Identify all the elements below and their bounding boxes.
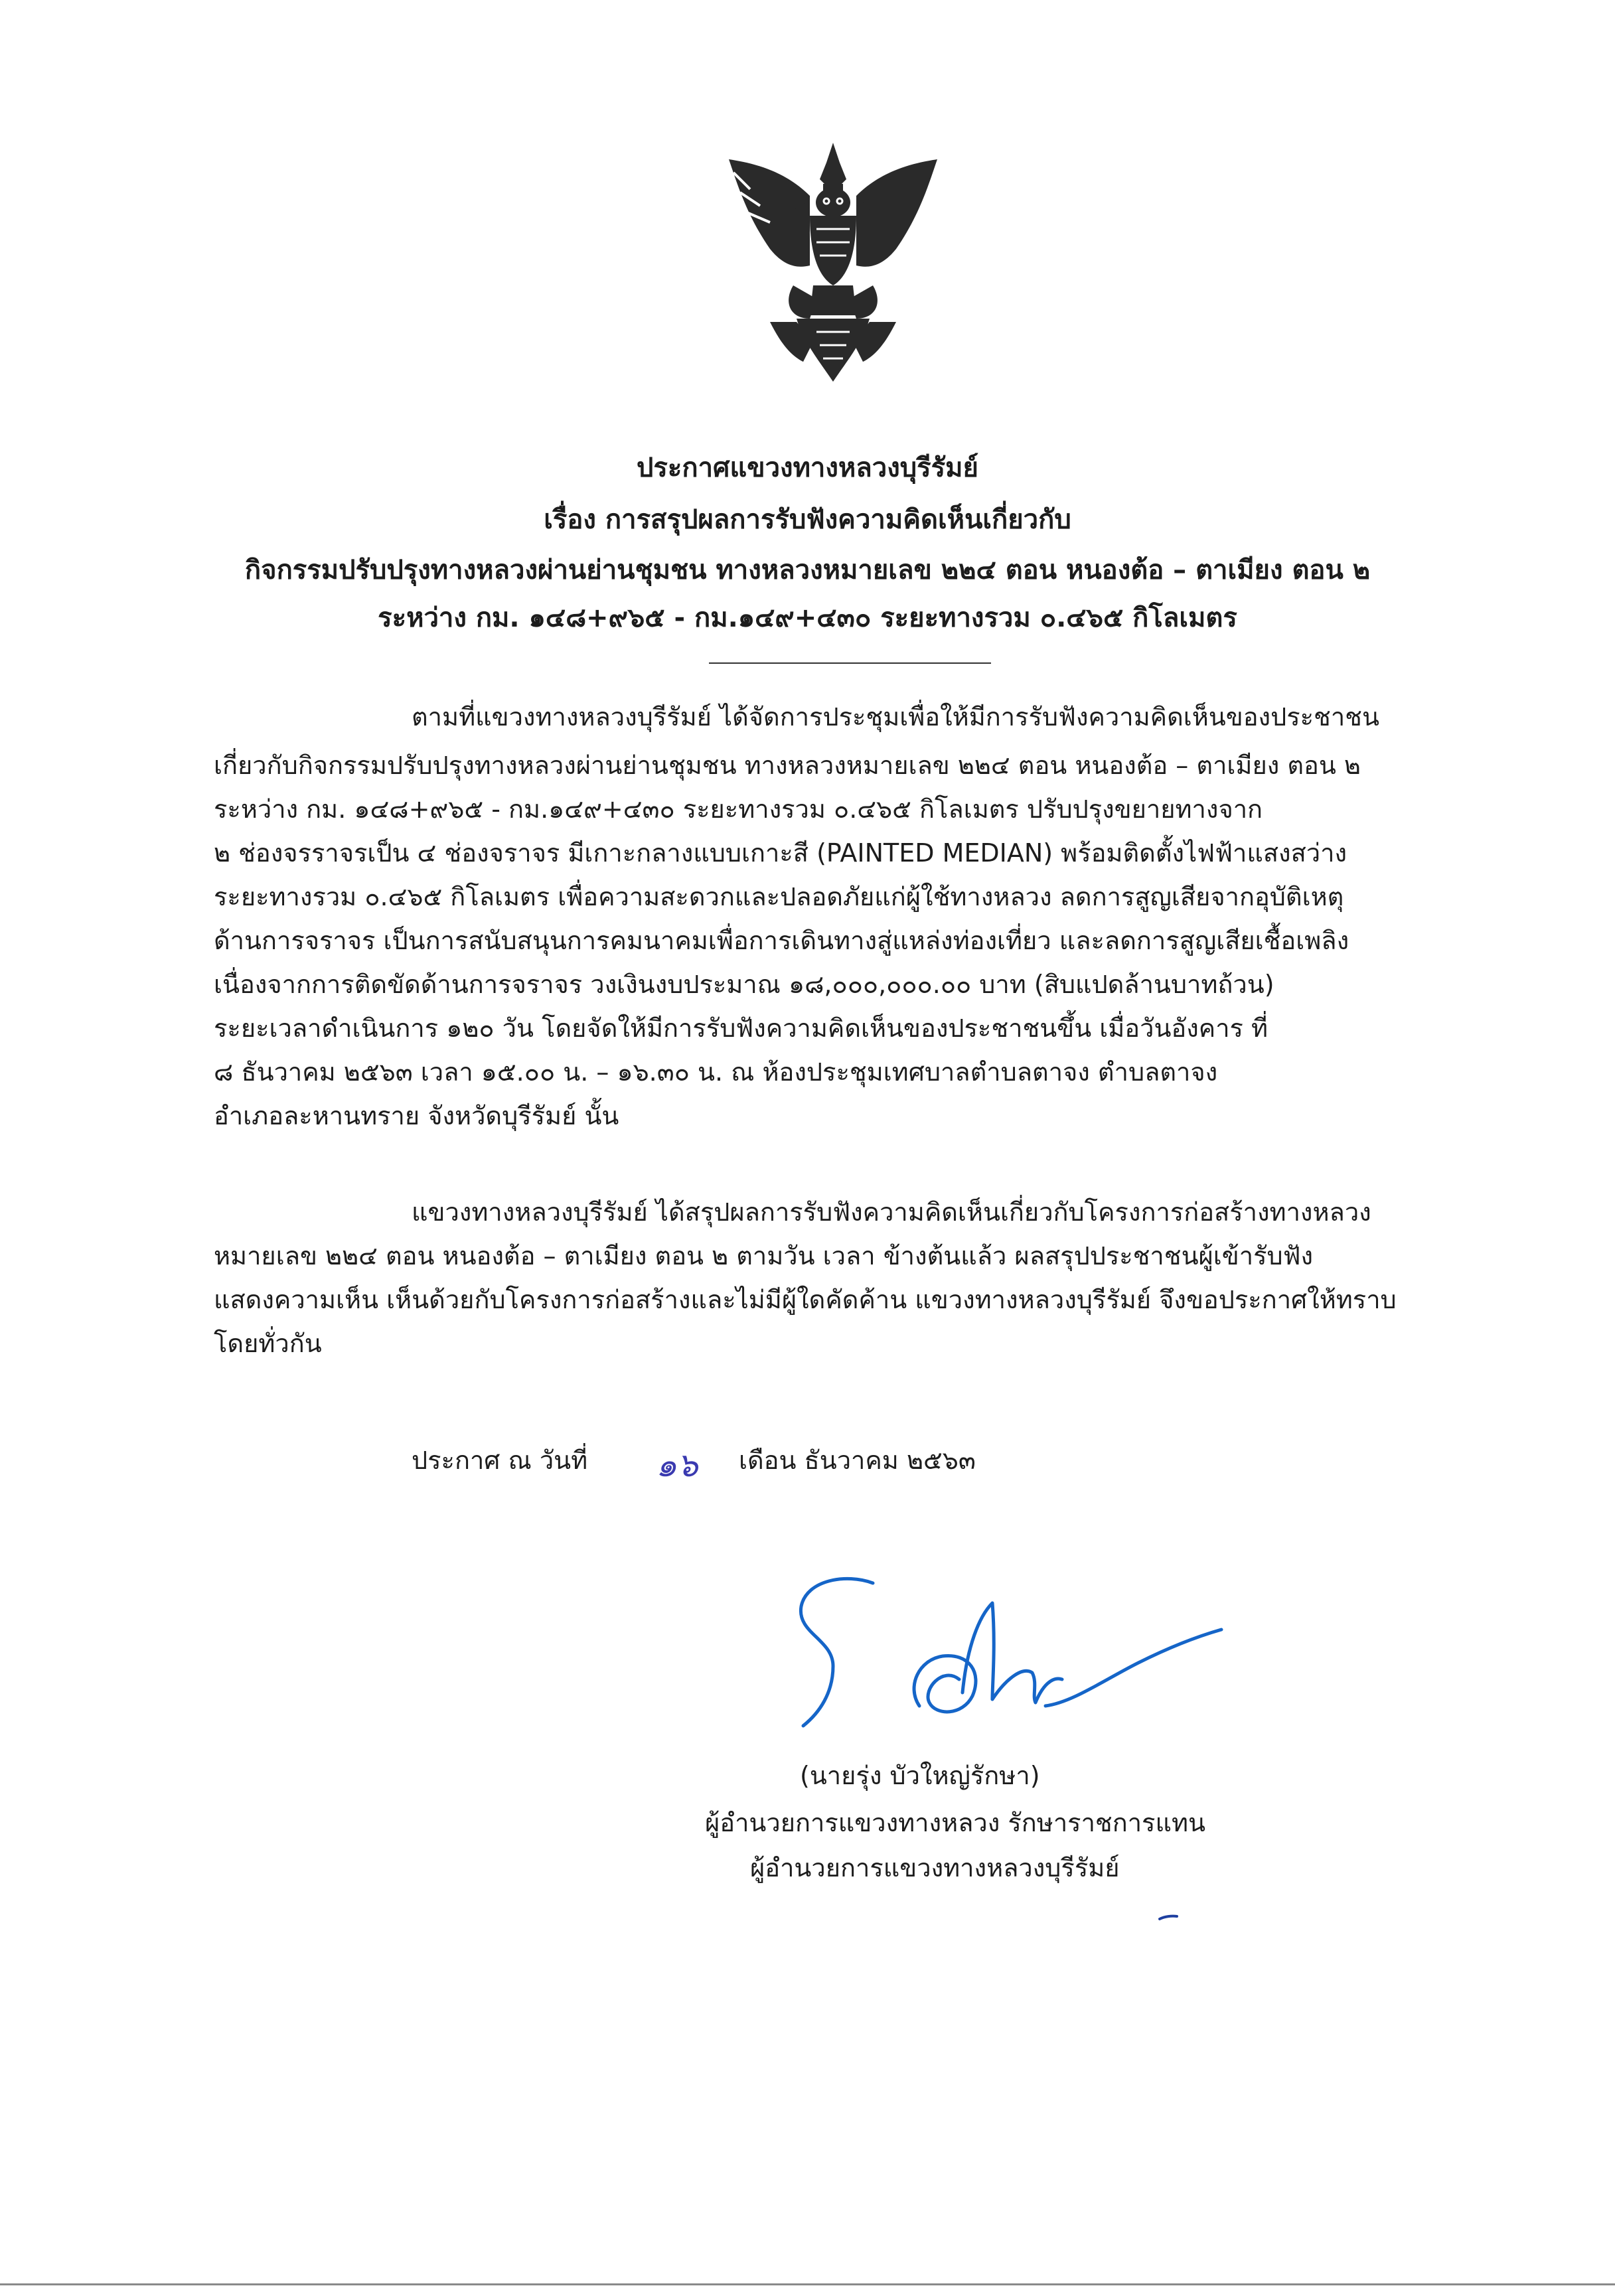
title-underline bbox=[709, 662, 991, 664]
garuda-emblem bbox=[724, 143, 943, 382]
paragraph1-line-5: ระยะทางรวม ๐.๔๖๕ กิโลเมตร เพื่อความสะดวกและปลอดภัยแก่ผู้ใช้ทางหลวง ลดการสูญเสียจากอุบัติเหตุ bbox=[214, 882, 1344, 911]
paragraph2-line-3: แสดงความเห็น เห็นด้วยกับโครงการก่อสร้างและไม่มีผู้ใดคัดค้าน แขวงทางหลวงบุรีรัมย์ จึงขอประกาศให้ทราบ bbox=[214, 1285, 1397, 1314]
scan-edge-line bbox=[0, 2283, 1615, 2285]
paragraph2-line-4: โดยทั่วกัน bbox=[214, 1329, 322, 1358]
paragraph2-line-1: แขวงทางหลวงบุรีรัมย์ ได้สรุปผลการรับฟังความคิดเห็นเกี่ยวกับโครงการก่อสร้างทางหลวง bbox=[412, 1197, 1371, 1227]
announcement-subject: เรื่อง การสรุปผลการรับฟังความคิดเห็นเกี่ยวกับ bbox=[544, 504, 1071, 535]
announcement-title: ประกาศแขวงทางหลวงบุรีรัมย์ bbox=[637, 453, 978, 483]
announce-date-prefix: ประกาศ ณ วันที่ bbox=[412, 1446, 588, 1475]
paragraph1-line-9: ๘ ธันวาคม ๒๕๖๓ เวลา ๑๕.๐๐ น. – ๑๖.๓๐ น. ณ ห้องประชุมเทศบาลตำบลตาจง ตำบลตาจง bbox=[214, 1057, 1218, 1087]
announce-date-suffix: เดือน ธันวาคม ๒๕๖๓ bbox=[739, 1446, 976, 1475]
paragraph1-line-4: ๒ ช่องจรราจรเป็น ๔ ช่องจราจร มีเกาะกลางแบบเกาะสี (PAINTED MEDIAN) พร้อมติดตั้งไฟฟ้าแสงสว่าง bbox=[214, 838, 1347, 868]
pen-mark bbox=[1158, 1914, 1178, 1922]
paragraph2-line-2: หมายเลข ๒๒๔ ตอน หนองต้อ – ตาเมียง ตอน ๒ ตามวัน เวลา ข้างต้นแล้ว ผลสรุปประชาชนผู้เข้ารับฟัง bbox=[214, 1241, 1314, 1270]
paragraph1-line-6: ด้านการจราจร เป็นการสนับสนุนการคมนาคมเพื่อการเดินทางสู่แหล่งท่องเที่ยว และลดการสูญเสียเชื้อเพลิง bbox=[214, 926, 1349, 955]
handwritten-signature bbox=[793, 1567, 1231, 1732]
paragraph1-line-2: เกี่ยวกับกิจกรรมปรับปรุงทางหลวงผ่านย่านชุมชน ทางหลวงหมายเลข ๒๒๔ ตอน หนองต้อ – ตาเมียง ตอน ๒ bbox=[214, 751, 1361, 780]
paragraph1-line-1: ตามที่แขวงทางหลวงบุรีรัมย์ ได้จัดการประชุมเพื่อให้มีการรับฟังความคิดเห็นของประชาชน bbox=[412, 702, 1379, 731]
project-range: ระหว่าง กม. ๑๔๘+๙๖๕ - กม.๑๔๙+๔๓๐ ระยะทางรวม ๐.๔๖๕ กิโลเมตร bbox=[378, 603, 1237, 633]
paragraph1-line-7: เนื่องจากการติดขัดด้านการจราจร วงเงินงบประมาณ ๑๘,๐๐๐,๐๐๐.๐๐ บาท (สิบแปดล้านบาทถ้วน) bbox=[214, 970, 1274, 999]
project-description: กิจกรรมปรับปรุงทางหลวงผ่านย่านชุมชน ทางหลวงหมายเลข ๒๒๔ ตอน หนองต้อ – ตาเมียง ตอน ๒ bbox=[244, 555, 1371, 585]
signatory-position-1: ผู้อำนวยการแขวงทางหลวง รักษาราชการแทน bbox=[705, 1808, 1205, 1837]
signatory-name: (นายรุ่ง บัวใหญ่รักษา) bbox=[800, 1761, 1040, 1790]
paragraph1-line-3: ระหว่าง กม. ๑๔๘+๙๖๕ - กม.๑๔๙+๔๓๐ ระยะทางรวม ๐.๔๖๕ กิโลเมตร ปรับปรุงขยายทางจาก bbox=[214, 795, 1263, 824]
paragraph1-line-8: ระยะเวลาดำเนินการ ๑๒๐ วัน โดยจัดให้มีการรับฟังความคิดเห็นของประชาชนขึ้น เมื่อวันอังคาร ที่ bbox=[214, 1014, 1269, 1043]
paragraph1-line-10: อำเภอละหานทราย จังหวัดบุรีรัมย์ นั้น bbox=[214, 1101, 619, 1130]
handwritten-day: ๑๖ bbox=[656, 1446, 698, 1484]
signatory-position-2: ผู้อำนวยการแขวงทางหลวงบุรีรัมย์ bbox=[750, 1853, 1120, 1882]
